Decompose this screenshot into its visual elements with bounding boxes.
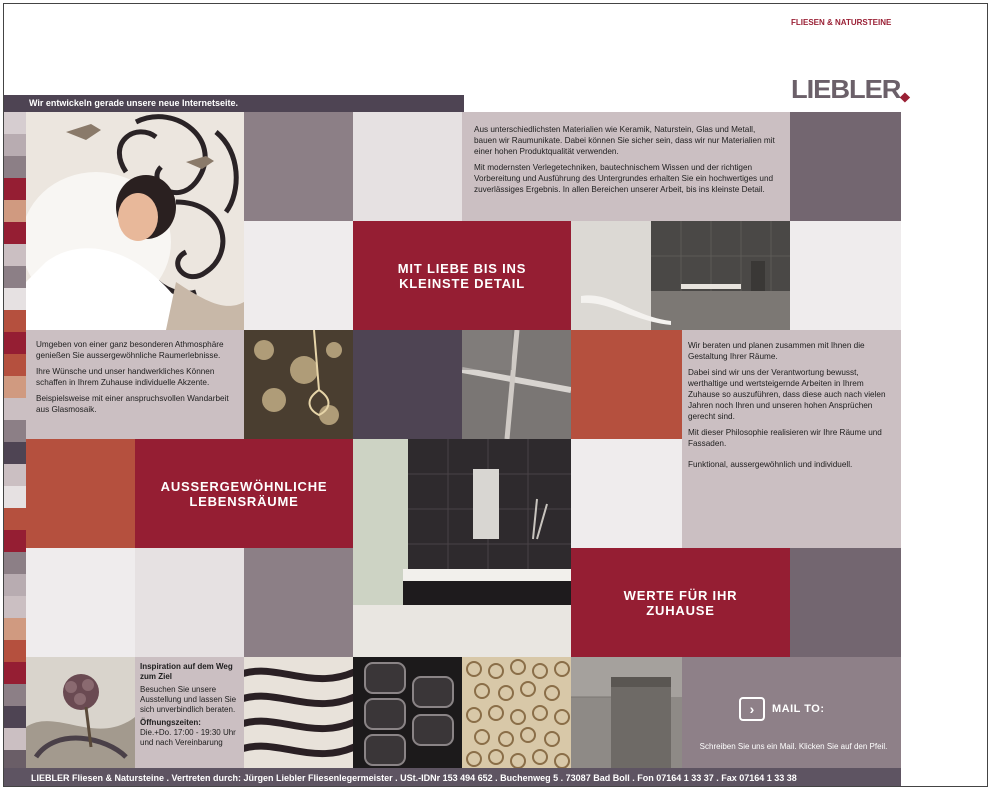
brand-tagline: FLIESEN & NATURSTEINE bbox=[791, 18, 892, 27]
tile-rust bbox=[571, 330, 682, 439]
footer-imprint: LIEBLER Fliesen & Natursteine . Vertreten durch: Jürgen Liebler Fliesenlegermeister . USt.-IDNr 153 494 652 . Buchenweg 5 . 73087 Bad Boll . Fon 07164 1 33 37 . Fax 07164 1 33 38 bbox=[4, 768, 901, 787]
tile-mauve bbox=[135, 548, 244, 657]
image-mosaic-flower bbox=[26, 657, 135, 768]
consult-paragraph-1: Wir beraten und planen zusammen mit Ihnen die Gestaltung Ihrer Räume. bbox=[688, 341, 865, 361]
tile-light bbox=[353, 112, 462, 221]
living-paragraph-3: Beispielsweise mit einer anspruchsvollen Wandarbeit aus Glasmosaik. bbox=[36, 394, 229, 414]
consult-paragraph-4: Funktional, aussergewöhnlich und individuell. bbox=[688, 460, 853, 469]
consult-paragraph-2: Dabei sind wir uns der Verantwortung bewusst, werthaltige und wertsteigernde Arbeiten in Ihrem Zuhause so auszuführen, dass diese auch nach vielen Jahren noch Ihren und unseren hohen Ansprüchen gerecht sind. bbox=[688, 368, 886, 421]
page-frame bbox=[3, 3, 988, 787]
image-lounge-room bbox=[571, 221, 790, 330]
tile-light bbox=[790, 221, 901, 330]
living-text-block bbox=[26, 330, 244, 439]
consult-paragraph-3: Mit dieser Philosophie realisieren wir Ihre Räume und Fassaden. bbox=[688, 428, 882, 448]
intro-paragraph-2: Mit modernsten Verlegetechniken, bautechnischem Wissen und der richtigen Vorbereitung und Ausführung des Untergrundes erhalten Sie ein hochwertiges und zuverlässiges Ergebnis. In allen Bereichen unserer Arbeit, bis ins kleinste Detail. bbox=[474, 163, 774, 194]
image-zebra-tile bbox=[244, 657, 353, 768]
logo-text: LIEBLER bbox=[791, 74, 901, 104]
arrow-right-icon: › bbox=[749, 701, 755, 717]
left-color-strip bbox=[4, 112, 26, 768]
mail-to-label: MAIL TO: bbox=[772, 703, 825, 715]
opening-hours: Die.+Do. 17:00 - 19:30 Uhr und nach Vereinbarung bbox=[140, 728, 236, 747]
mail-instruction: Schreiben Sie uns ein Mail. Klicken Sie auf den Pfeil. bbox=[699, 742, 888, 751]
image-bathroom bbox=[353, 439, 571, 657]
headline-detail: MIT LIEBE BIS INS KLEINSTE DETAIL bbox=[353, 221, 571, 330]
tile-taupe bbox=[790, 112, 901, 221]
image-grey-stone-tile bbox=[462, 330, 571, 439]
mail-arrow-button[interactable] bbox=[739, 697, 765, 721]
consult-text-block bbox=[682, 330, 901, 548]
visit-text-block bbox=[135, 657, 244, 768]
living-paragraph-2: Ihre Wünsche und unser handwerkliches Können schaffen in Ihrem Zuhause individuelle Akzente. bbox=[36, 367, 215, 387]
top-notice-bar: Wir entwickeln gerade unsere neue Internetseite. bbox=[4, 95, 464, 112]
image-concrete-bath bbox=[571, 657, 682, 768]
tile-taupe bbox=[790, 548, 901, 657]
logo-diamond-icon bbox=[900, 93, 910, 103]
headline-living: AUSSERGEWÖHNLICHE LEBENSRÄUME bbox=[135, 439, 353, 548]
tile-taupe bbox=[244, 548, 353, 657]
visit-title: Inspiration auf dem Weg zum Ziel bbox=[140, 662, 233, 681]
opening-hours-label: Öffnungszeiten: bbox=[140, 718, 201, 727]
living-paragraph-1: Umgeben von einer ganz besonderen Athmosphäre genießen Sie aussergewöhnliche Raumerlebnisse. bbox=[36, 340, 224, 360]
tile-light bbox=[26, 548, 135, 657]
tile-rust bbox=[26, 439, 135, 548]
intro-text-block bbox=[462, 112, 790, 221]
image-woman-mosaic bbox=[26, 112, 244, 330]
tile-light bbox=[571, 439, 682, 548]
image-gold-floral-tile bbox=[244, 330, 353, 439]
headline-values: WERTE FÜR IHR ZUHAUSE bbox=[571, 548, 790, 657]
tile-plum bbox=[353, 330, 462, 439]
image-glass-tile bbox=[353, 657, 462, 768]
tile-taupe bbox=[244, 112, 353, 221]
tile-light bbox=[244, 221, 353, 330]
liebler-logo[interactable] bbox=[791, 74, 900, 105]
intro-paragraph-1: Aus unterschiedlichsten Materialien wie Keramik, Naturstein, Glas und Metall, bauen wir Raumunikate. Dabei können Sie sicher sein, dass wir nur Materialien mit einer hohen Produktqualität verwenden. bbox=[474, 125, 775, 156]
visit-paragraph: Besuchen Sie unsere Ausstellung und lassen Sie sich unverbindlich beraten. bbox=[140, 685, 237, 714]
image-circle-mosaic bbox=[462, 657, 571, 768]
